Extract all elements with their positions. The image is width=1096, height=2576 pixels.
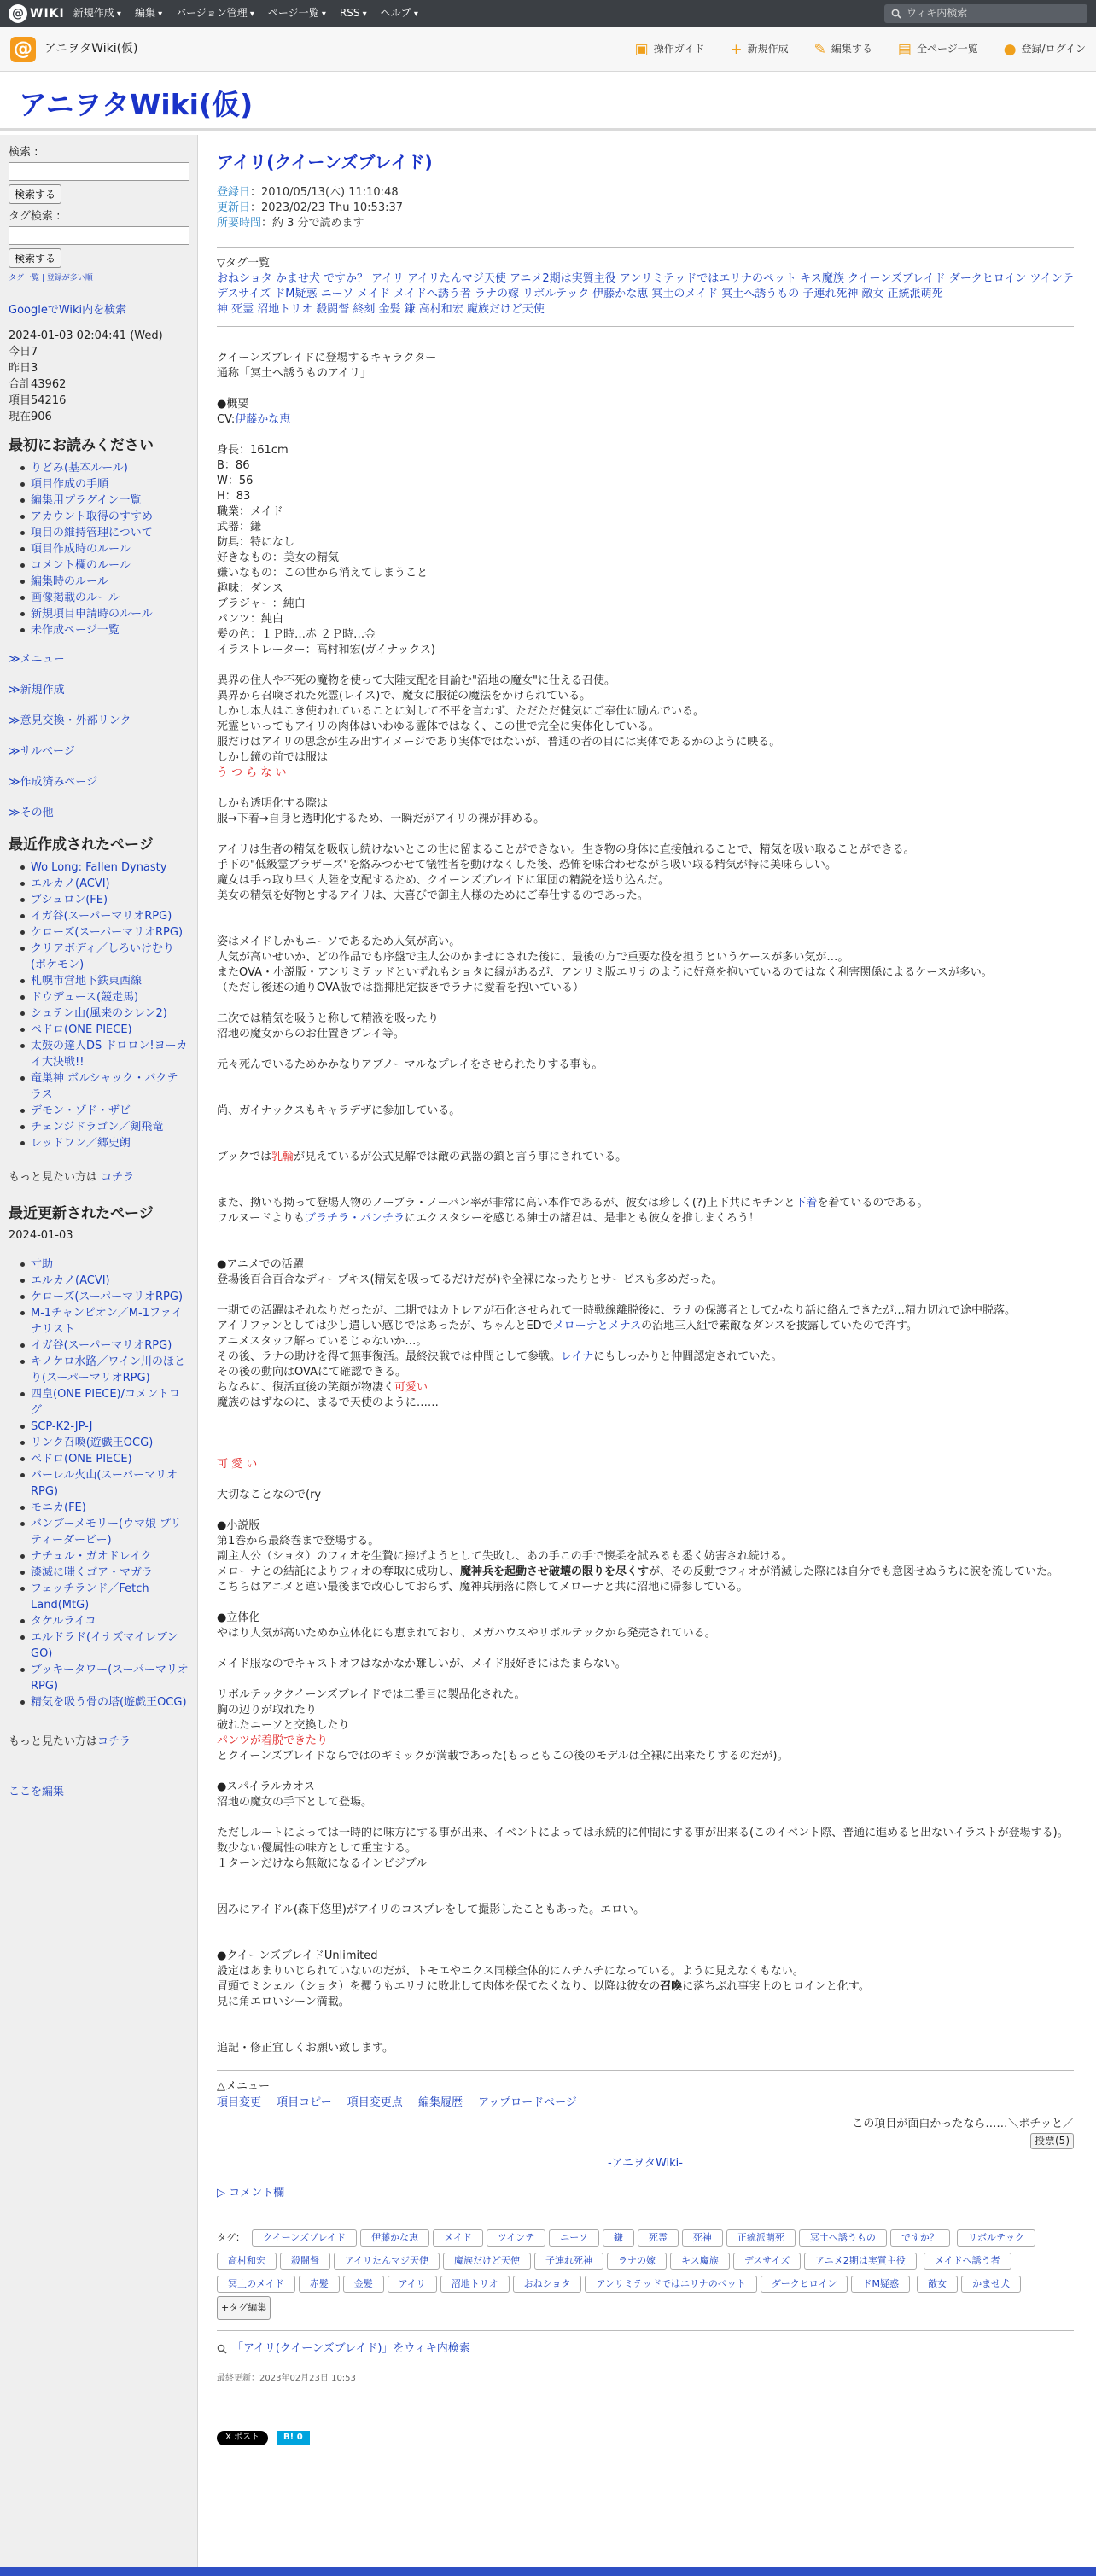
edit-sidebar-link[interactable]: ここを編集	[9, 1786, 65, 1799]
tag-list: ▽タグ一覧 おねショタ かませ犬 ですか？ アイリ アイリたんマジ天使 アニメ2期は実質主役 アンリミテッドではエリナのペット キス魔族 クイーンズブレイド ダークヒロイン ツインテ デスサイズ ドM疑惑 ニーソ メイド メイドへ誘う者 ラナの嫁 リボルテック 伊藤かな恵 冥土のメイド 冥土へ誘うもの 子連れ死神 敵女 正統派萌死 神 死霊 沼地トリオ 殺闘督 終刻 金髪 鎌 高村和宏 魔族だけど天使	[217, 257, 1074, 316]
list-item: 漆滅に嗤くゴア・マガラ	[31, 1565, 189, 1581]
list-item: シュテン山(風来のシレン2)	[31, 1005, 189, 1022]
tag-button[interactable]: リボルテック	[957, 2229, 1035, 2247]
emphasis-text: う つ ら な い	[217, 766, 287, 779]
post-button[interactable]: X ポスト	[217, 2431, 268, 2445]
list-item: チェンジドラゴン／剣飛竜	[31, 1119, 189, 1135]
count-total: 合計43962	[9, 377, 67, 391]
tag-edit-button[interactable]: +タグ編集	[217, 2296, 271, 2320]
tag-button[interactable]: キス魔族	[670, 2253, 730, 2270]
guide-icon: ▣	[634, 40, 649, 58]
list-item: 寸助	[31, 1256, 189, 1273]
more-link-1: もっと見たい方は コチラ	[9, 1171, 135, 1185]
tag-button[interactable]: ラナの嫁	[607, 2253, 667, 2270]
tag-button[interactable]: 赤髪	[299, 2276, 340, 2293]
site-title-bar	[0, 72, 1096, 131]
inline-link[interactable]: レイナ	[561, 1350, 594, 1363]
google-search-link[interactable]: GoogleでWiki内を検索	[9, 304, 127, 318]
sidebar-search-button[interactable]: 検索する	[9, 184, 61, 204]
share-buttons	[217, 2431, 1074, 2445]
top-bar	[0, 0, 1096, 27]
tag-button[interactable]: クイーンズブレイド	[252, 2229, 357, 2247]
site-name[interactable]: アニヲタWiki(仮)	[44, 42, 138, 56]
list-item: 編集時のルール	[31, 574, 189, 590]
tag-button[interactable]: 死神	[682, 2229, 723, 2247]
readtime-label: 所要時間	[217, 217, 262, 230]
list-item: 項目の維持管理について	[31, 525, 189, 541]
count-yesterday: 昨日3	[9, 361, 38, 375]
recent-updated-list	[9, 1256, 189, 1711]
tag-button[interactable]: 子連れ死神	[534, 2253, 603, 2270]
site-logo-icon[interactable]: @	[10, 37, 36, 62]
tag-button[interactable]: 伊藤かな恵	[360, 2229, 429, 2247]
nav-other[interactable]: ≫その他	[9, 807, 54, 820]
current-datetime: 2024-01-03 02:04:41 (Wed)	[9, 329, 163, 342]
tag-button[interactable]: メイドへ誘う者	[924, 2253, 1011, 2270]
page-title: アイリ(クイーンズブレイド)	[217, 152, 433, 172]
site-title[interactable]: アニヲタWiki(仮)	[19, 88, 254, 121]
bottom-bar	[0, 2567, 1096, 2576]
article-body: クイーンズブレイドに登場するキャラクター 通称「冥土へ誘うものアイリ」 ●概要 CV:伊藤かな恵 身長：161cm B：86 W：56 H：83 職業：メイド 武器：鎌 防具：特になし 好きなもの：美女の精気 嫌いなもの：この世から消えてしまうこと 趣味：ダンス ブラジャー：純白 パンツ：純白 髪の色：１Ｐ時…赤 ２Ｐ時…金 イラストレーター：高村和宏(ガイナックス) 異界の住人や不死の魔物を使って大陸支配を目論む"沼地の魔女"に仕える召使。 異界から召喚された死霊(レイス)で、魔女に服従の魔法をかけられている。 しかし本人はこき使われていることに対して不平を言わず、ただただ健気にご奉仕に励んでいる。 死霊といってもアイリの肉体はいわゆる霊体ではなく、この世で完全に実体化している。 服だけはアイリの思念が生み出すイメージであり実体ではないが、普通の者の目には実体であるかのように映る。 しかし鏡の前では服は う つ ら な い しかも透明化する際は 服→下着→自身と透明化するため、一瞬だがアイリの裸が拝める。 アイリは生者の精気を吸収し続けないとこの世に留まることができない。生き物の身体に直接触れることで、精気を吸い取ることができる。 手下の"低級霊ブラザーズ"を絡みつかせて犠牲者を動けなくした後、恐怖を味合わせながら吸い取る精気が特に美味らしい。 魔女は手っ取り早く大陸を支配するため、クイーンズブレイドに軍団の精鋭を送り込んだ。 美女の精気を好物とするアイリは、大喜びで御主人様のためにご奉仕するのであった。 姿はメイドしかもニーソであるため人気が高い。 人気が高いせいか、どの作品でも序盤で主人公のかませにされた後に、最後の方で重要な役を担うというケースが多い気が…。 またOVA・小説版・アンリミテッドといずれもショタに縁があるが、アンリミ版エリナのように好意を抱いているのではなく利害関係によるケースが多い。 （ただし後述の通りOVA版では揺揶肥定抜きでラナに愛着を抱いている） 二次では精気を吸うと称して精液を吸ったり 沼地の魔女からのお仕置きプレイ等。 元々死んでいるためかかなりアブノーマルなプレイをさせられたりする事も。 尚、ガイナックスもキャラデザに参加している。 ブックでは乳輪が見えているが公式見解では敵の武器の鎮と言う事にされている。 また、拗いも拗って登場人物のノーブラ・ノーパン率が非常に高い本作であるが、彼女は珍しく(?)上下共にキチンと下着を着ているのである。 フルヌードよりもブラチラ・パンチラにエクスタシーを感じる紳士の諸君は、是非とも彼女を推しまくろう！ ●アニメでの活躍 登場後百合百合なディープキス(精気を吸ってるだけだが)や全裸になったりとサービスも多めだった。 一期での活躍はそれなりだったが、二期ではカトレアが石化させられて一時戦線離脱後に、ラナの保護者としてかなり話に絡んできたが…精力切れで途中脱落。 アイリファンとしては少し遣しい感じではあったが、ちゃんとEDでメローナとメナスの沼地三人組で素敵なダンスを披露していたので許す。 アニメスタッフ解っているじゃないか…。 その後、ラナの助けを得て無事復活。最終決戦では仲間として参戦。レイナにもしっかりと仲間認定されていた。 その後の動向はOVAにて確認できる。 ちなみに、復活直後の笑顔が物凄く可愛い 魔族のはずなのに、まるで天使のように…… 可 愛 い 大切なことなので(ry ●小説版 第1巻から最終巻まで登場する。 副主人公（ショタ）のフィオを生贄に捧げようとして失敗し、あの手この手で懐柔を試みるも悉く妨害され続ける。 メローナとの結託によりフィオの奪取に成功し、魔神兵を起動させ破壊の限りを尽くすが、その反動でフィオが消滅した際には自分でも意図せぬうちに涙を流していた。 こちらはアニメと違い最後まで改心しておらず、魔神兵崩落に際してメローナと共に沼地に帰参している。 ●立体化 やはり人気が高いためか立体化にも恵まれており、メガハウスやリボルテックから発売されている。 メイド服なのでキャストオフはなかなか難しいが、メイド服好きにはたまらない。 リボルテッククイーンズブレイドでは二番目に製品化された。 胸の辺りが取れたり 破れたニーソと交換したり パンツが着脱できたり とクイーンズブレイドならではのギミックが満載であった(もっともこの後のモデルは全裸に出来たりするのだが)。 ●スパイラルカオス 沼地の魔女の手下として登場。 ただしルートによっては一時的に味方にする事が出来、イベントによっては永続的に仲間にする事が出来る(このイベント際、普通に進めると出ないイラストが登場する)。 数少ない優属性の味方として重宝する。 １ターンだけなら無敵になるインビジブル 因みにアイドル(森下悠里)がアイリのコスプレをして撮影したこともあった。エロい。 ●クイーンズブレイドUnlimited 設定はあまりいじられていないのだが、トモエやニクス同様全体的にムチムチになっている。ように見えなくもない。 冒頭でミシェル（ショタ）を攫うもエリナに敗北して肉体を保てなくなり、以降は彼女の召喚に落ちぶれ事実上のヒロインと化す。 見に角エロいシーン満載。 追記・修正宜しくお願い致します。	[217, 335, 1074, 2056]
menu-item-upload[interactable]: アップロードページ	[478, 2095, 577, 2109]
list-item: 太鼓の達人DS ドロロン!ヨーカイ大決戦!!	[31, 1040, 188, 1069]
plus-icon: +	[730, 40, 743, 58]
menu-edit[interactable]: 編集 ▾	[135, 6, 162, 21]
tag-button[interactable]: アンリミテッドではエリナのペット	[585, 2276, 756, 2293]
all-pages-button[interactable]: ▤ 全ページ一覧	[898, 39, 978, 61]
tag-button[interactable]: 冥土へ誘うもの	[799, 2229, 887, 2247]
list-item: エルカノ(ACVI)	[31, 876, 189, 892]
count-today: 今日7	[9, 345, 38, 358]
list-item: イガ谷(スーパーマリオRPG)	[31, 1338, 189, 1354]
list-item: ドウデュース(競走馬)	[31, 989, 189, 1005]
search-icon	[217, 2344, 227, 2354]
registered-label: 登録日	[217, 186, 251, 199]
tag-links-line1[interactable]: おねショタ かませ犬 ですか？ アイリ アイリたんマジ天使 アニメ2期は実質主役 アンリミテッドではエリナのペット キス魔族 クイーンズブレイド ダークヒロイン ツインテ デスサイズ ドM疑惑 ニーソ メイド メイドへ誘う者 ラナの嫁 リボルテック 伊藤かな恵 冥土のメイド 冥土へ誘うもの 子連れ死神 敵女 正統派萌死	[217, 272, 1074, 300]
list-item: アカウント取得のすすめ	[31, 509, 189, 525]
section-heading: ●概要	[217, 398, 249, 411]
list-item: 新規項目申請時のルール	[31, 606, 189, 622]
list-item: 編集用プラグイン一覧	[31, 492, 189, 509]
tag-search-button[interactable]: 検索する	[9, 248, 61, 268]
first-read-heading: 最初にお読みください	[9, 436, 154, 454]
list-item: ブシュロン(FE)	[31, 892, 189, 908]
list-item: エルカノ(ACVI)	[31, 1273, 189, 1289]
list-item: りどみ(基本ルール)	[31, 460, 189, 476]
menu-item-change[interactable]: 項目変更	[217, 2095, 262, 2109]
menu-version[interactable]: バージョン管理 ▾	[176, 6, 254, 21]
at-icon: @	[9, 4, 27, 23]
section-heading: ●小説版	[217, 1519, 260, 1532]
list-item: 札幌市営地下鉄東西線	[31, 973, 189, 989]
tag-button[interactable]: ニーソ	[549, 2229, 599, 2247]
list-item: デモン・ゾド・ザビ	[31, 1103, 189, 1119]
list-item: ケローズ(スーパーマリオRPG)	[31, 1289, 189, 1305]
inline-link[interactable]: 下着	[795, 1197, 818, 1209]
tag-button[interactable]: 死霊	[638, 2229, 679, 2247]
tag-button[interactable]: おねショタ	[513, 2276, 582, 2293]
first-read-list	[9, 460, 189, 638]
page-meta: 登録日：2010/05/13(木) 11:10:48 更新日：2023/02/23 Thu 10:53:37 所要時間：約 3 分で読めます	[217, 186, 404, 230]
tag-button[interactable]: アイリたんマジ天使	[334, 2253, 440, 2270]
list-item: タケルライコ	[31, 1613, 189, 1629]
tag-button[interactable]: ダークヒロイン	[761, 2276, 848, 2293]
list-item: フェッチランド／Fetch Land(MtG)	[31, 1581, 189, 1613]
tag-button[interactable]: 鎌	[603, 2229, 634, 2247]
emphasis-text: 可 愛 い	[217, 1458, 258, 1471]
list-item: イガ谷(スーパーマリオRPG)	[31, 908, 189, 924]
site-header	[0, 27, 1096, 72]
list-item: ペドロ(ONE PIECE)	[31, 1022, 189, 1038]
list-item: キノケロ水路／ワイン川のほとり(スーパーマリオRPG)	[31, 1354, 189, 1386]
list-item: バンブーメモリー(ウマ娘 プリティーダービー)	[31, 1516, 189, 1548]
list-item: Wo Long: Fallen Dynasty	[31, 860, 189, 876]
tag-links-line2[interactable]: 神 死霊 沼地トリオ 殺闘督 終刻 金髪 鎌 高村和宏 魔族だけど天使	[217, 303, 545, 316]
main-content	[217, 147, 1074, 2445]
list-item: ブッキータワー(スーパーマリオRPG)	[31, 1664, 189, 1693]
nav-links[interactable]: ≫意見交換・外部リンク	[9, 714, 131, 728]
list-item: 未作成ページ一覧	[31, 622, 189, 638]
tag-button[interactable]: ドM疑惑	[851, 2276, 910, 2293]
search-icon	[891, 9, 901, 19]
list-item: バーレル火山(スーパーマリオRPG)	[31, 1467, 189, 1500]
tag-button[interactable]: 冥土のメイド	[217, 2276, 295, 2293]
list-item: エルドラド(イナズマイレブンGO)	[31, 1629, 189, 1662]
nav-created[interactable]: ≫作成済みページ	[9, 776, 98, 790]
recent-updated-date: 2024-01-03	[9, 1229, 73, 1243]
wiki-logo[interactable]: @ WIKI	[9, 4, 65, 23]
list-item: 精気を吸う骨の塔(遊戯王OCG)	[31, 1694, 189, 1711]
list-item: ペドロ(ONE PIECE)	[31, 1451, 189, 1467]
list-item: SCP-K2-JP-J	[31, 1419, 189, 1435]
new-page-button[interactable]: + 新規作成	[730, 39, 788, 61]
list-item: コメント欄のルール	[31, 557, 189, 574]
edit-button[interactable]: ✎ 編集する	[814, 39, 872, 61]
tag-search-input[interactable]	[9, 226, 189, 245]
tag-button[interactable]: 金髪	[343, 2276, 384, 2293]
menu-rss[interactable]: RSS ▾	[340, 6, 367, 21]
tag-button[interactable]: 魔族だけど天使	[443, 2253, 531, 2270]
list-item: 項目作成の手順	[31, 476, 189, 492]
tag-button[interactable]: メイド	[433, 2229, 483, 2247]
cv-link[interactable]: 伊藤かな恵	[235, 413, 291, 426]
pages-icon: ▤	[897, 40, 912, 58]
inline-link[interactable]: 乳輪	[271, 1151, 294, 1163]
count-current: 現在906	[9, 410, 52, 423]
vote-box: この項目が面白かったなら……＼ポチッと／ 投票(5)	[217, 2117, 1074, 2150]
tag-button[interactable]: 敵女	[917, 2276, 958, 2293]
list-item: 画像掲載のルール	[31, 590, 189, 606]
wiki-search-link-row	[217, 2341, 1074, 2357]
search-label: 検索 :	[9, 146, 38, 159]
list-item: リンク召喚(遊戯王OCG)	[31, 1435, 189, 1451]
pencil-icon: ✎	[813, 40, 826, 58]
nav-salvage[interactable]: ≫サルベージ	[9, 745, 75, 759]
tag-button[interactable]: ですか？	[890, 2229, 950, 2247]
list-item: レッドワン／郷史朗	[31, 1135, 189, 1151]
list-item: モニカ(FE)	[31, 1500, 189, 1516]
list-item: ケローズ(スーパーマリオRPG)	[31, 924, 189, 941]
vote-button[interactable]: 投票(5)	[1030, 2133, 1074, 2149]
nav-new[interactable]: ≫新規作成	[9, 684, 65, 697]
tag-search-label: タグ検索 :	[9, 210, 61, 223]
tag-buttons: タグ： クイーンズブレイド 伊藤かな恵 メイド ツインテ ニーソ 鎌 死霊 死神 正統派萌死 冥土へ誘うもの ですか？ リボルテック高村和宏 殺闘督 アイリたんマジ天使 魔族だけど天使 子連れ死神 ラナの嫁 キス魔族 デスサイズ アニメ2期は実質主役 メイドへ誘う者冥土のメイド 赤髪 金髪 アイリ 沼地トリオ おねショタ アンリミテッドではエリナのペット ダークヒロイン ドM疑惑 敵女 かませ犬 +タグ編集	[217, 2227, 1074, 2320]
updated-label: 更新日	[217, 201, 251, 214]
list-item: ナチュル・ガオドレイク	[31, 1548, 189, 1565]
inline-link[interactable]: メローナとメナス	[552, 1320, 642, 1332]
list-item: 竜巣神 ボルシャック・バクテラス	[31, 1070, 189, 1103]
menu-page-list[interactable]: ページ一覧 ▾	[268, 6, 326, 21]
menu-new[interactable]: 新規作成 ▾	[73, 6, 121, 21]
users-icon: ●	[1003, 40, 1017, 58]
inline-link[interactable]: ブラチラ・パンチラ	[304, 1212, 405, 1225]
wiki-search-input[interactable]: ウィキ内検索	[884, 4, 1087, 23]
recent-created-heading: 最近作成されたページ	[9, 836, 154, 854]
site-credit[interactable]: -アニヲタWiki-	[608, 2157, 683, 2171]
count-items: 項目54216	[9, 393, 67, 407]
sidebar-search-input[interactable]	[9, 162, 189, 181]
tag-button[interactable]: 高村和宏	[217, 2253, 277, 2270]
list-item: 項目作成時のルール	[31, 541, 189, 557]
sidebar-nav	[9, 649, 189, 825]
wiki-search-link[interactable]: 「アイリ(クイーンズブレイド)」をウィキ内検索	[232, 2342, 470, 2356]
tag-button[interactable]: 沼地トリオ	[440, 2276, 510, 2293]
section-heading: ●スパイラルカオス	[217, 1780, 315, 1793]
tag-list-links[interactable]: タグ一覧 | 登録が多い順	[9, 274, 93, 283]
tag-button[interactable]: アイリ	[388, 2276, 437, 2293]
tag-button[interactable]: 正統派萌死	[726, 2229, 796, 2247]
menu-item-diff[interactable]: 項目変更点	[347, 2095, 403, 2109]
comment-toggle[interactable]: ▷ コメント欄	[217, 2187, 285, 2200]
counter-stats	[9, 328, 189, 425]
menu-help[interactable]: ヘルプ ▾	[381, 6, 418, 21]
menu-item-history[interactable]: 編集履歴	[417, 2095, 463, 2109]
tag-button[interactable]: デスサイズ	[733, 2253, 801, 2270]
section-heading: ●アニメでの活躍	[217, 1258, 304, 1271]
section-heading: ●クイーンズブレイドUnlimited	[217, 1949, 378, 1962]
guide-button[interactable]: ▣ 操作ガイド	[635, 39, 705, 61]
more-link-2: もっと見たい方はコチラ	[9, 1735, 131, 1749]
tag-button[interactable]: ツインテ	[487, 2229, 545, 2247]
tag-button[interactable]: 殺闘督	[280, 2253, 330, 2270]
list-item: クリアボディ／しろいけむり(ポケモン)	[31, 941, 189, 973]
tag-button[interactable]: アニメ2期は実質主役	[804, 2253, 916, 2270]
login-button[interactable]: ● 登録/ログイン	[1004, 39, 1086, 61]
recent-created-list	[9, 860, 189, 1151]
section-heading: ●立体化	[217, 1611, 260, 1624]
page-menu: △メニュー 項目変更 項目コピー 項目変更点 編集履歴 アップロードページ	[217, 2080, 577, 2109]
nav-menu[interactable]: ≫メニュー	[9, 653, 65, 667]
menu-item-copy[interactable]: 項目コピー	[277, 2095, 332, 2109]
recent-updated-heading: 最近更新されたページ	[9, 1205, 154, 1223]
list-item: M-1チャンピオン／M-1ファイナリスト	[31, 1305, 189, 1338]
list-item: 四皇(ONE PIECE)/コメントログ	[31, 1386, 189, 1419]
sidebar	[0, 135, 198, 2576]
hatena-bookmark-button[interactable]: B! 0	[277, 2431, 310, 2445]
last-updated: 最終更新：2023年02月23日 10:53	[217, 2373, 356, 2383]
tag-button[interactable]: かませ犬	[961, 2276, 1021, 2293]
